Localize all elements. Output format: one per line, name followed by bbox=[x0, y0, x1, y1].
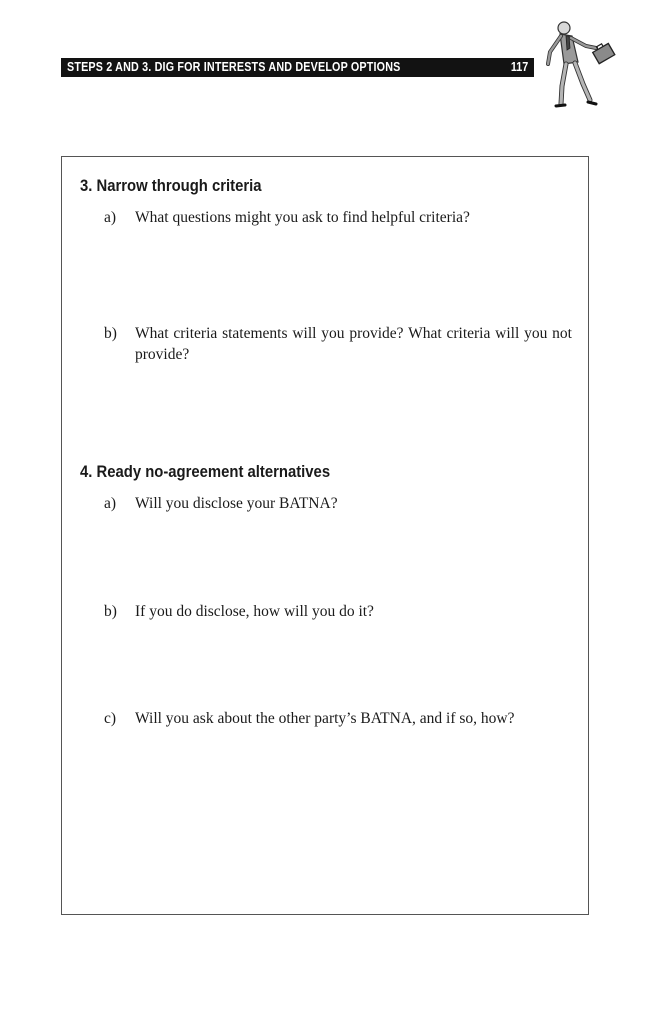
running-header bbox=[61, 58, 534, 77]
question-text: What criteria statements will you provide? What criteria will you not provide? bbox=[135, 325, 572, 363]
businessman-with-briefcase-icon bbox=[538, 18, 620, 112]
question-letter: a) bbox=[104, 209, 117, 226]
section-heading-criteria: 3. Narrow through criteria bbox=[80, 177, 262, 195]
question-letter: c) bbox=[104, 710, 117, 727]
question-text: What questions might you ask to find helpful criteria? bbox=[135, 209, 470, 226]
question-3b bbox=[104, 323, 572, 365]
page-number: 117 bbox=[510, 60, 528, 74]
question-text: If you do disclose, how will you do it? bbox=[135, 603, 374, 620]
section-heading-alternatives: 4. Ready no-agreement alternatives bbox=[80, 463, 331, 481]
question-4b bbox=[104, 601, 572, 622]
question-4a bbox=[104, 493, 572, 514]
question-letter: b) bbox=[104, 603, 117, 620]
header-title: STEPS 2 AND 3. DIG FOR INTERESTS AND DEVELOP OPTIONS bbox=[67, 60, 401, 74]
question-3a bbox=[104, 207, 572, 228]
question-letter: b) bbox=[104, 325, 117, 342]
question-letter: a) bbox=[104, 495, 117, 512]
question-4c bbox=[104, 708, 572, 729]
question-text: Will you ask about the other party’s BATNA, and if so, how? bbox=[135, 710, 515, 727]
question-text: Will you disclose your BATNA? bbox=[135, 495, 338, 512]
worksheet-box bbox=[61, 156, 589, 915]
